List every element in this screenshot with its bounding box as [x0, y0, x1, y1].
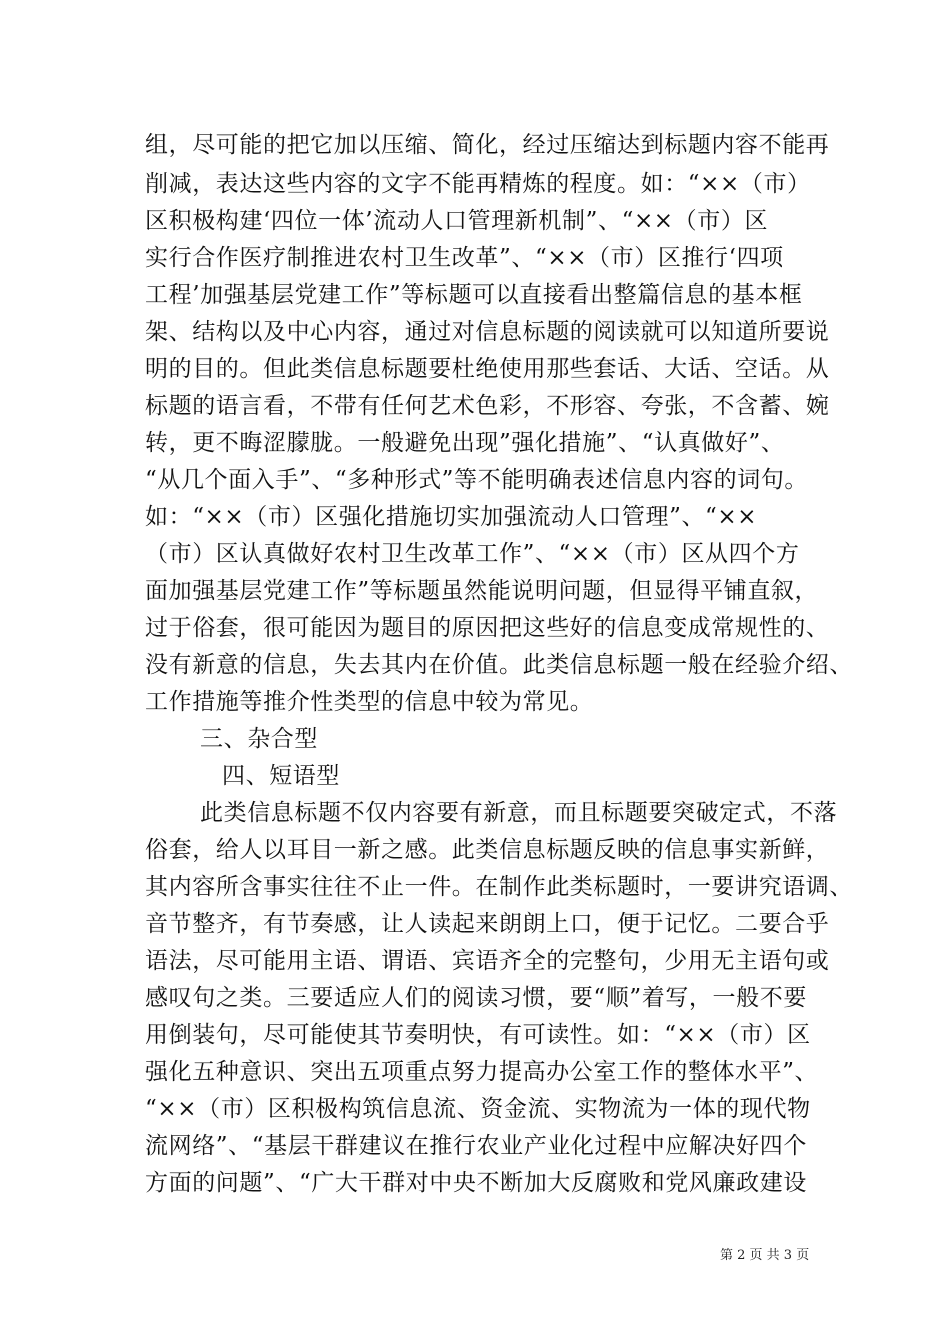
paragraph-1-line: 区积极构建‘四位一体’流动人口管理新机制”、“××（市）区 [145, 208, 769, 234]
paragraph-2-line: 此类信息标题不仅内容要有新意，而且标题要突破定式，不落 [200, 800, 838, 826]
paragraph-2-line: 音节整齐，有节奏感，让人读起来朗朗上口，便于记忆。二要合乎 [145, 911, 830, 937]
paragraph-1-line: （市）区认真做好农村卫生改革工作”、“××（市）区从四个方 [145, 541, 800, 567]
section-heading-4: 四、短语型 [222, 763, 340, 789]
paragraph-2-line: 感叹句之类。三要适应人们的阅读习惯，要“顺”着写，一般不要 [145, 985, 807, 1011]
paragraph-1-line: 组，尽可能的把它加以压缩、简化，经过压缩达到标题内容不能再 [145, 132, 830, 158]
paragraph-2-line: “××（市）区积极构筑信息流、资金流、实物流为一体的现代物 [145, 1096, 811, 1122]
paragraph-1-line: 过于俗套，很可能因为题目的原因把这些好的信息变成常规性的、 [145, 615, 830, 641]
paragraph-1-line: 没有新意的信息，失去其内在价值。此类信息标题一般在经验介绍、 [145, 652, 853, 678]
section-heading-3: 三、杂合型 [200, 726, 318, 752]
page-number-footer: 第 2 页 共 3 页 [720, 1248, 810, 1263]
paragraph-2-line: 强化五种意识、突出五项重点努力提高办公室工作的整体水平”、 [145, 1059, 819, 1085]
paragraph-2-line: 方面的问题”、“广大干群对中央不断加大反腐败和党风廉政建设 [145, 1170, 807, 1196]
paragraph-1-line: 实行合作医疗制推进农村卫生改革”、“××（市）区推行‘四项 [145, 245, 784, 271]
paragraph-2-line: 用倒装句，尽可能使其节奏明快，有可读性。如：“××（市）区 [145, 1022, 811, 1048]
paragraph-1-line: 如：“××（市）区强化措施切实加强流动人口管理”、“×× [145, 504, 758, 530]
paragraph-1-line: 明的目的。但此类信息标题要杜绝使用那些套话、大话、空话。从 [145, 356, 830, 382]
paragraph-1-line: 转，更不晦涩朦胧。一般避免出现”强化措施”、“认真做好”、 [145, 430, 785, 456]
paragraph-1-line: 面加强基层党建工作”等标题虽然能说明问题，但显得平铺直叙， [145, 578, 819, 604]
paragraph-2-line: 流网络”、“基层干群建议在推行农业产业化过程中应解决好四个 [145, 1133, 807, 1159]
paragraph-2-line: 语法，尽可能用主语、谓语、宾语齐全的完整句，少用无主语句或 [145, 948, 830, 974]
paragraph-1-line: 削减，表达这些内容的文字不能再精炼的程度。如：“××（市） [145, 171, 811, 197]
paragraph-1-line: “从几个面入手”、“多种形式”等不能明确表述信息内容的词句。 [145, 467, 809, 493]
paragraph-2-line: 其内容所含事实往往不止一件。在制作此类标题时，一要讲究语调、 [145, 874, 853, 900]
paragraph-1-line: 工作措施等推介性类型的信息中较为常见。 [145, 689, 594, 715]
paragraph-1-line: 工程’加强基层党建工作”等标题可以直接看出整篇信息的基本框 [145, 282, 803, 308]
paragraph-1-line: 标题的语言看，不带有任何艺术色彩，不形容、夸张，不含蓄、婉 [145, 393, 830, 419]
paragraph-1-line: 架、结构以及中心内容，通过对信息标题的阅读就可以知道所要说 [145, 319, 830, 345]
paragraph-2-line: 俗套，给人以耳目一新之感。此类信息标题反映的信息事实新鲜， [145, 837, 830, 863]
